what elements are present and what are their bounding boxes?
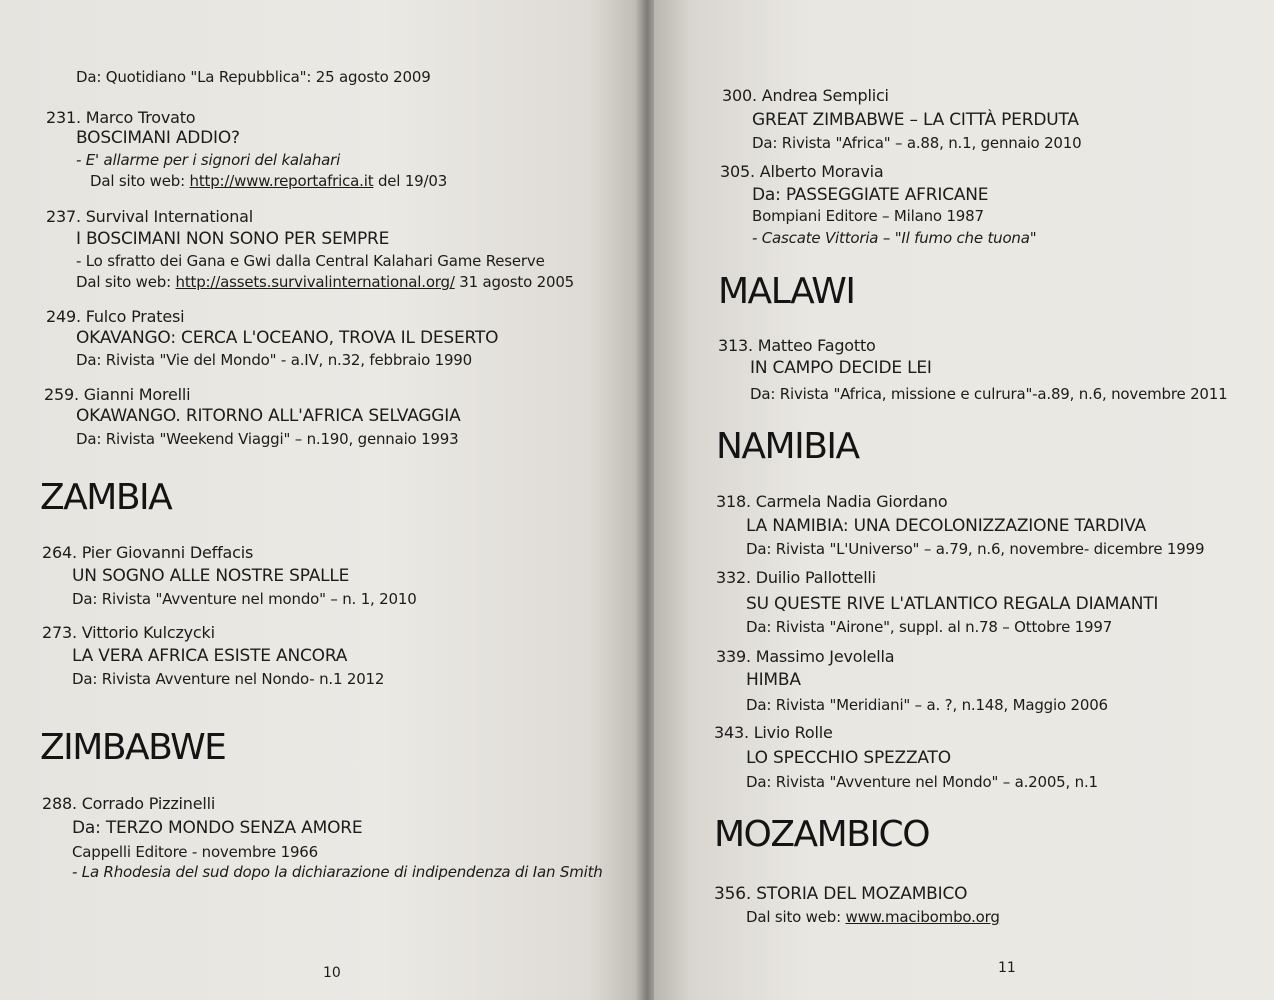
entry-source: Da: Rivista "Africa" – a.88, n.1, gennaio 2010 bbox=[752, 134, 1082, 152]
entry-source: Da: Rivista "Meridiani" – a. ?, n.148, Maggio 2006 bbox=[746, 696, 1108, 714]
entry-author: 318. Carmela Nadia Giordano bbox=[716, 492, 948, 511]
entry-author: 313. Matteo Fagotto bbox=[718, 336, 876, 355]
entry-source: Da: Rivista "Africa, missione e culrura"-a.89, n.6, novembre 2011 bbox=[750, 385, 1228, 403]
entry-title: GREAT ZIMBABWE – LA CITTÀ PERDUTA bbox=[752, 110, 1079, 130]
entry-source: Da: Rivista "Airone", suppl. al n.78 – Ottobre 1997 bbox=[746, 618, 1113, 636]
entry-title: OKAWANGO. RITORNO ALL'AFRICA SELVAGGIA bbox=[76, 406, 461, 426]
section-heading-namibia: NAMIBIA bbox=[716, 426, 859, 467]
entry-source: Da: Rivista "Vie del Mondo" - a.IV, n.32, febbraio 1990 bbox=[76, 351, 472, 369]
entry-source bbox=[76, 272, 574, 292]
source-prefix: Dal sito web: bbox=[76, 273, 171, 291]
section-heading-zimbabwe: ZIMBABWE bbox=[40, 727, 226, 768]
entry-author: 249. Fulco Pratesi bbox=[46, 307, 185, 326]
section-heading-mozambico: MOZAMBICO bbox=[714, 814, 930, 855]
entry-title: I BOSCIMANI NON SONO PER SEMPRE bbox=[76, 229, 390, 249]
entry-source: Da: Rivista "L'Universo" – a.79, n.6, novembre- dicembre 1999 bbox=[746, 540, 1205, 558]
entry-note: - La Rhodesia del sud dopo la dichiarazione di indipendenza di Ian Smith bbox=[72, 863, 603, 881]
source-suffix: del 19/03 bbox=[377, 172, 448, 190]
entry-title: UN SOGNO ALLE NOSTRE SPALLE bbox=[72, 566, 350, 586]
right-page bbox=[654, 0, 1274, 1000]
entry-extra: - Lo sfratto dei Gana e Gwi dalla Central Kalahari Game Reserve bbox=[76, 252, 545, 270]
entry-title: BOSCIMANI ADDIO? bbox=[76, 128, 240, 148]
page-number: 11 bbox=[998, 960, 1016, 976]
entry-author: 237. Survival International bbox=[46, 207, 254, 226]
entry-author: 332. Duilio Pallottelli bbox=[716, 568, 876, 587]
entry-title: LA VERA AFRICA ESISTE ANCORA bbox=[72, 646, 348, 666]
source-link[interactable]: www.macibombo.org bbox=[845, 908, 1000, 926]
entry-source: Da: Rivista "Weekend Viaggi" – n.190, gennaio 1993 bbox=[76, 430, 459, 448]
entry-author: 288. Corrado Pizzinelli bbox=[42, 794, 216, 813]
entry-title: IN CAMPO DECIDE LEI bbox=[750, 358, 932, 378]
entry-author: 339. Massimo Jevolella bbox=[716, 647, 895, 666]
entry-note: - Cascate Vittoria – "Il fumo che tuona" bbox=[752, 229, 1037, 247]
source-link[interactable]: http://www.reportafrica.it bbox=[189, 172, 374, 190]
entry-source: Da: Rivista "Avventure nel mondo" – n. 1, 2010 bbox=[72, 590, 417, 608]
entry-author: 300. Andrea Semplici bbox=[722, 86, 889, 105]
source-suffix: 31 agosto 2005 bbox=[459, 273, 575, 291]
source-link[interactable]: http://assets.survivalinternational.org/ bbox=[175, 273, 455, 291]
source-prefix: Dal sito web: bbox=[90, 172, 185, 190]
entry-title: 356. STORIA DEL MOZAMBICO bbox=[714, 884, 968, 904]
entry-title: LO SPECCHIO SPEZZATO bbox=[746, 748, 951, 768]
entry-source bbox=[90, 171, 447, 191]
entry-title: OKAVANGO: CERCA L'OCEANO, TROVA IL DESERTO bbox=[76, 328, 499, 348]
entry-author: 264. Pier Giovanni Deffacis bbox=[42, 543, 254, 562]
entry-author: 343. Livio Rolle bbox=[714, 723, 833, 742]
entry-author: 259. Gianni Morelli bbox=[44, 385, 191, 404]
entry-title: Da: TERZO MONDO SENZA AMORE bbox=[72, 818, 363, 838]
entry-source: Da: Rivista "Avventure nel Mondo" – a.2005, n.1 bbox=[746, 773, 1098, 791]
entry-author: 273. Vittorio Kulczycki bbox=[42, 623, 215, 642]
entry-author: 305. Alberto Moravia bbox=[720, 162, 884, 181]
source-prefix: Dal sito web: bbox=[746, 908, 841, 926]
entry-title: LA NAMIBIA: UNA DECOLONIZZAZIONE TARDIVA bbox=[746, 516, 1146, 536]
entry-source: Cappelli Editore - novembre 1966 bbox=[72, 843, 318, 861]
entry-title: HIMBA bbox=[746, 670, 801, 690]
entry-note: - E' allarme per i signori del kalahari bbox=[76, 151, 341, 169]
entry-title: Da: PASSEGGIATE AFRICANE bbox=[752, 185, 989, 205]
entry-author: 231. Marco Trovato bbox=[46, 108, 196, 127]
page-number: 10 bbox=[323, 965, 341, 981]
top-source: Da: Quotidiano "La Repubblica": 25 agosto 2009 bbox=[76, 68, 431, 86]
entry-source bbox=[746, 907, 1000, 927]
section-heading-malawi: MALAWI bbox=[718, 271, 855, 312]
entry-source: Da: Rivista Avventure nel Nondo- n.1 2012 bbox=[72, 670, 385, 688]
entry-title: SU QUESTE RIVE L'ATLANTICO REGALA DIAMANTI bbox=[746, 594, 1159, 614]
section-heading-zambia: ZAMBIA bbox=[40, 477, 172, 518]
entry-source: Bompiani Editore – Milano 1987 bbox=[752, 207, 984, 225]
